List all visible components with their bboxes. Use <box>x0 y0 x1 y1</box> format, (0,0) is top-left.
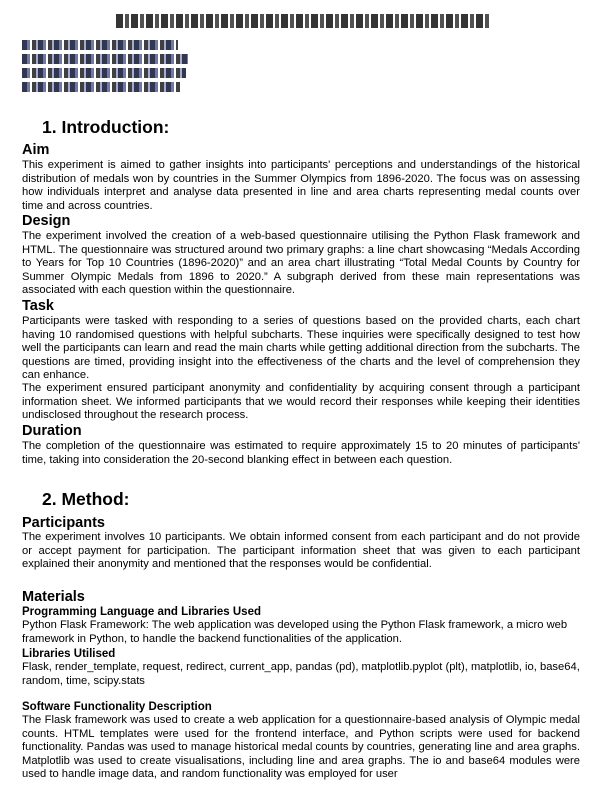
subheading-design: Design <box>22 213 71 229</box>
paragraph-participants: The experiment involves 10 participants. We obtain informed consent from each participant and do not provide or accept payment for participation. The participant information sheet that was given to each participant explained their anonymity and mentioned that the responses would be confidential. <box>22 531 580 571</box>
subheading-task: Task <box>22 298 54 314</box>
paragraph-programming-language: Python Flask Framework: The web application was developed using the Python Flask framework, a micro web framework in Python, to handle the backend functionalities of the application. <box>22 619 568 645</box>
paragraph-software-functionality: The Flask framework was used to create a web application for a questionnaire-based analysis of Olympic medal counts. HTML templates were used for the frontend interface, and Python scripts were used for backend functionality. Pandas was used to manage historical medal counts by countries, generating line and area graphs. Matplotlib was used to create visualisations, including line and area graphs. The io and base64 modules were used to handle image data, and random functionality was employed for user <box>22 714 580 781</box>
section-heading-introduction: 1. Introduction: <box>42 117 170 137</box>
paragraph-libraries: Flask, render_template, request, redirect, current_app, pandas (pd), matplotlib.pyplot (plt), matplotlib, io, base64, random, time, scipy.stats <box>22 661 580 687</box>
subheading-libraries: Libraries Utilised <box>22 648 116 660</box>
paragraph-task: Participants were tasked with responding to a series of questions based on the provided charts, each chart having 10 randomised questions with helpful subcharts. These inquiries were specifically designed to test how well the participants can learn and read the main charts while getting additional direction from the subcharts. The questions are timed, providing insight into the effectiveness of the charts and the level of comprehension they can enhance. <box>22 315 580 382</box>
redacted-author-line <box>22 82 180 92</box>
subheading-software-functionality: Software Functionality Description <box>22 701 212 713</box>
redacted-title <box>116 14 490 28</box>
paragraph-aim: This experiment is aimed to gather insights into participants' perceptions and understandings of the historical distribution of medals won by countries in the Summer Olympics from 1896-2020. The focus was on assessing how individuals interpret and analyse data presented in line and area charts representing medal counts over time and across countries. <box>22 159 580 212</box>
subheading-aim: Aim <box>22 142 50 158</box>
subheading-materials: Materials <box>22 589 85 605</box>
paragraph-task-consent: The experiment ensured participant anonymity and confidentiality by acquiring consent through a participant information sheet. We informed participants that we would record their responses while keeping their identities undisclosed throughout the research process. <box>22 382 580 422</box>
subheading-duration: Duration <box>22 423 82 439</box>
paragraph-design: The experiment involved the creation of a web-based questionnaire utilising the Python Flask framework and HTML. The questionnaire was structured around two primary graphs: a line chart showcasing “Medals According to Years for Top 10 Countries (1896-2020)” and an area chart illustrating “Total Medal Counts by Country for Summer Olympic Medals from 1896 to 2020.” A subgraph derived from these main representations was associated with each question within the questionnaire. <box>22 230 580 297</box>
redacted-author-line <box>22 54 188 64</box>
paragraph-duration: The completion of the questionnaire was estimated to require approximately 15 to 20 minutes of participants' time, taking into consideration the 20-second blanking effect in between each question. <box>22 440 580 466</box>
subheading-participants: Participants <box>22 515 105 531</box>
section-heading-method: 2. Method: <box>42 489 130 509</box>
redacted-author-line <box>22 40 178 50</box>
subheading-programming-language: Programming Language and Libraries Used <box>22 606 261 618</box>
redacted-author-line <box>22 68 186 78</box>
